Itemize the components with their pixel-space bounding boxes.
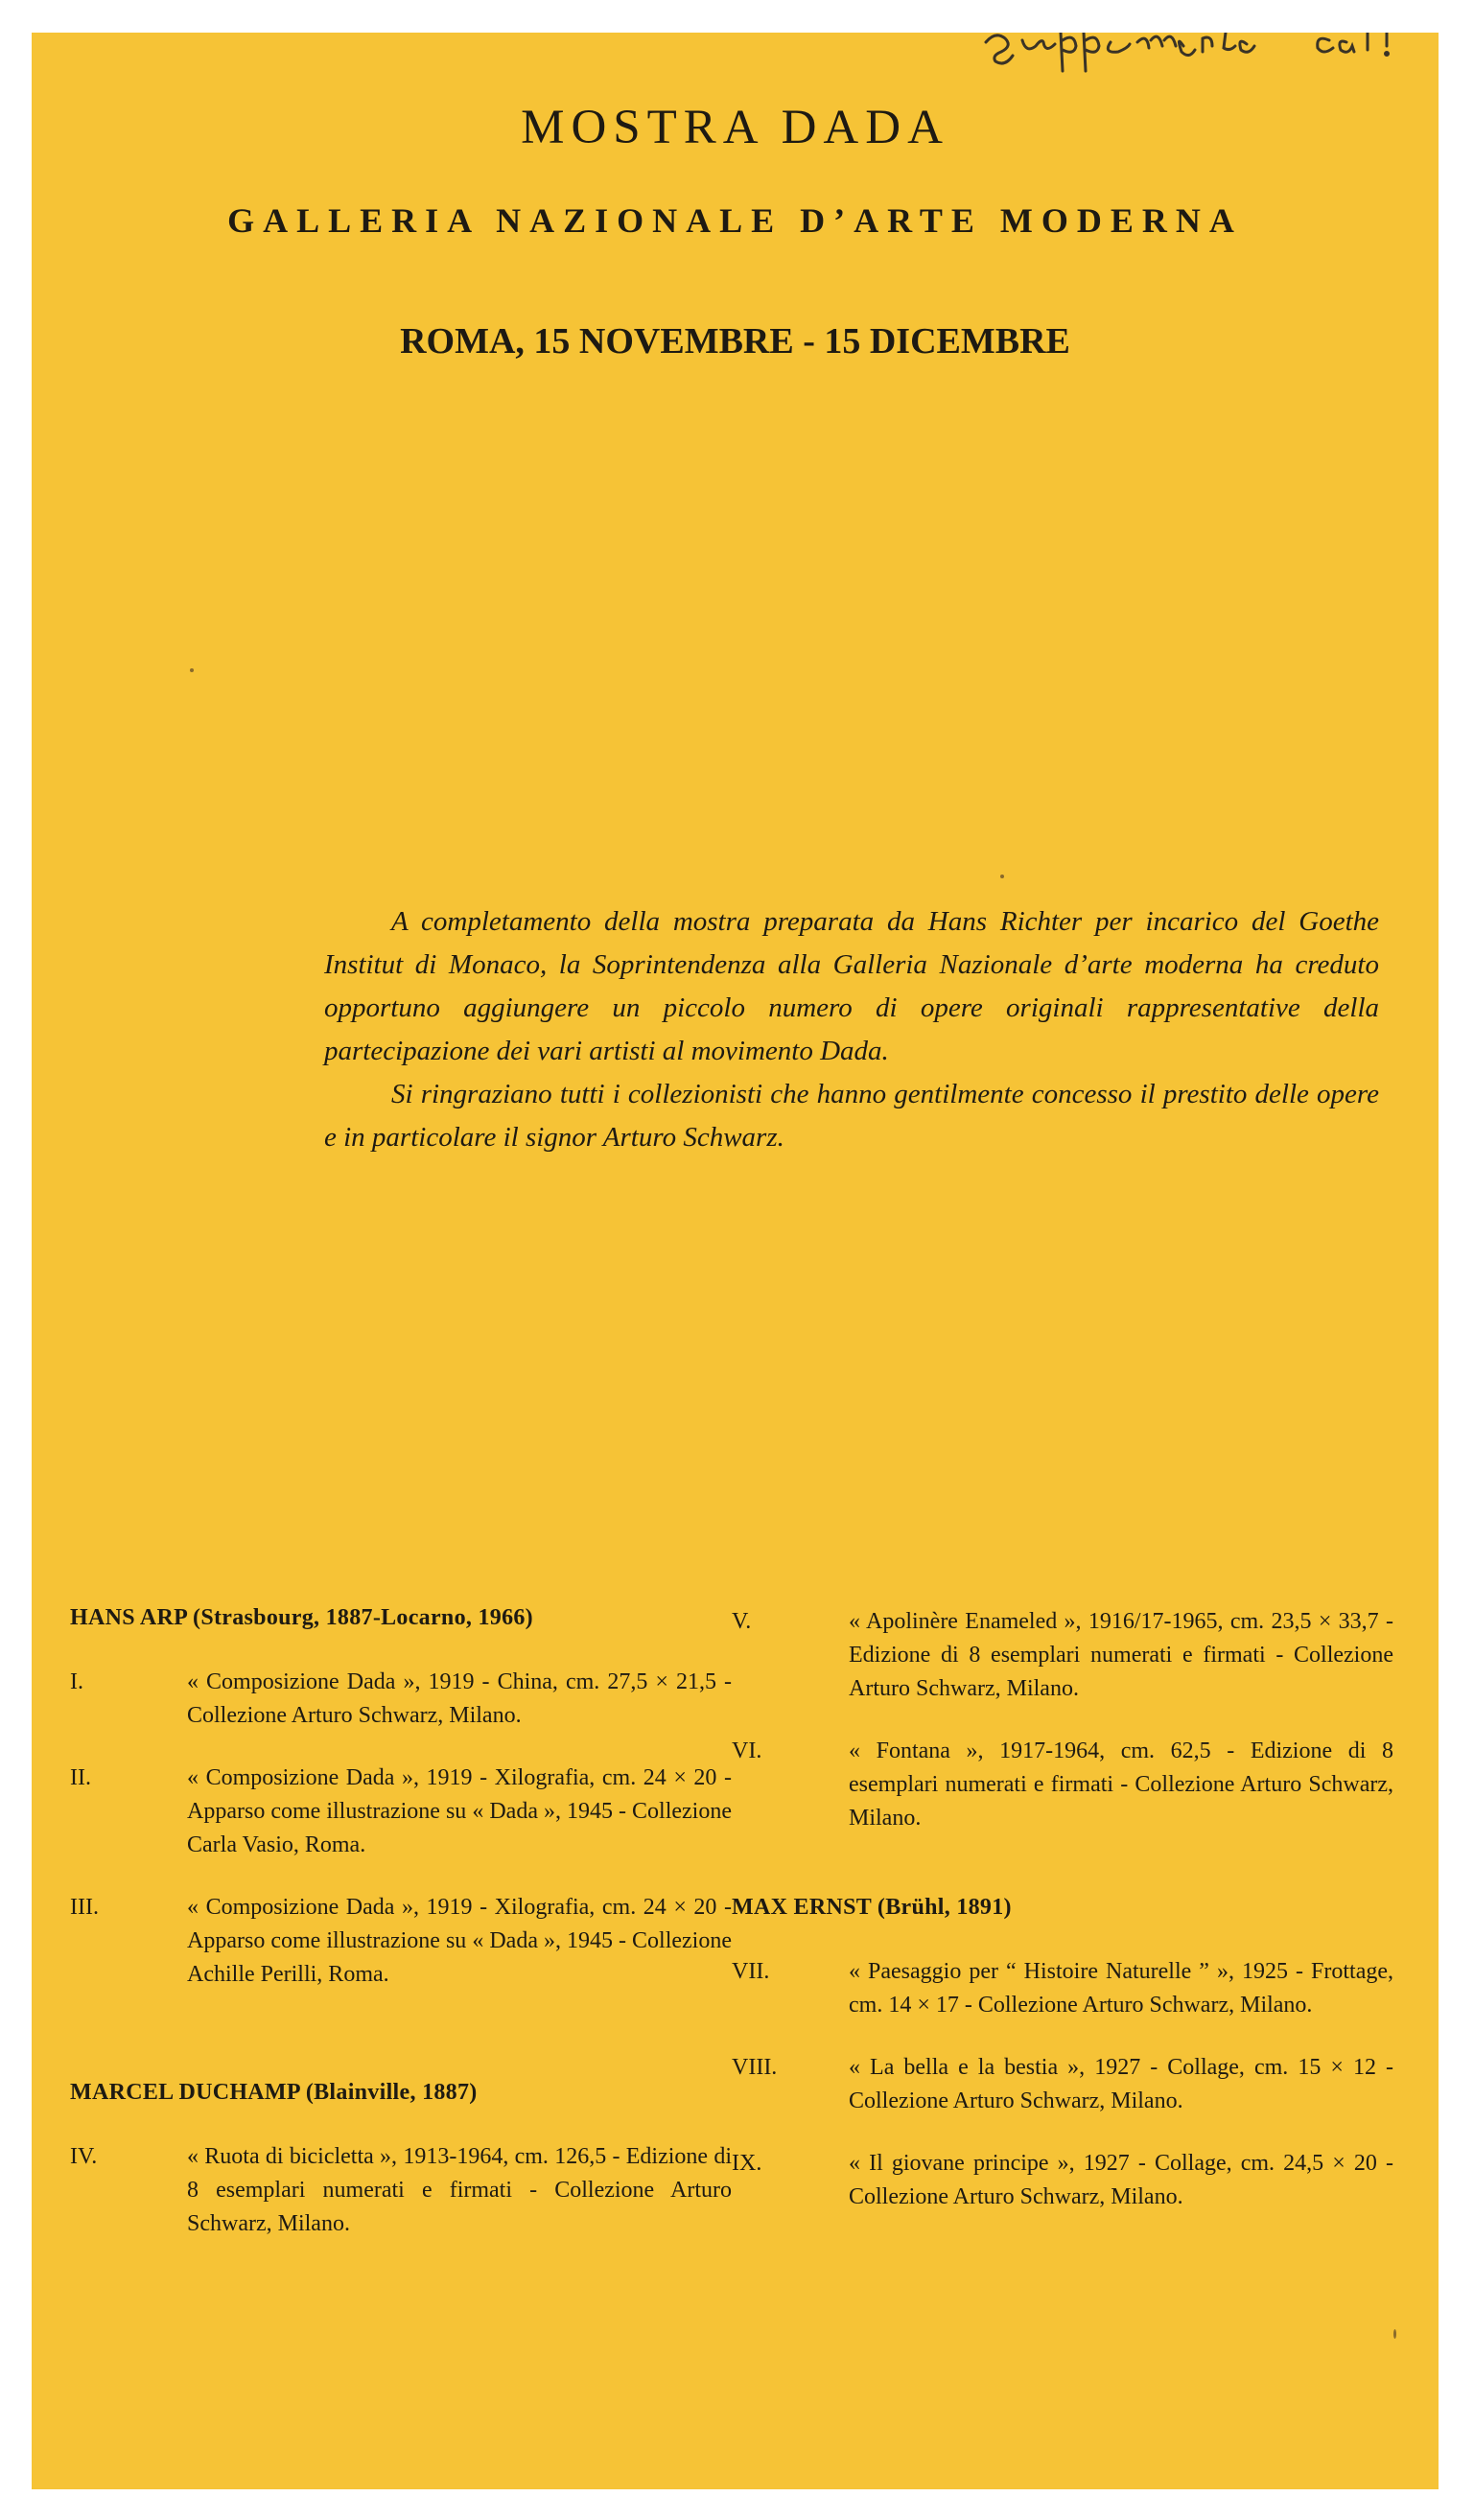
entry-text: « Composizione Dada », 1919 - Xilografia, cm. 24 × 20 - Apparso come illustrazione su « Dada », 1945 - Collezione Achille Perilli, Roma. <box>187 1895 732 1987</box>
catalog-entry <box>70 2140 732 2241</box>
artist-heading: MAX ERNST (Brühl, 1891) <box>732 1895 1012 1920</box>
gallery-name: GALLERIA NAZIONALE D’ARTE MODERNA <box>227 201 1243 240</box>
catalog-entry <box>70 1666 732 1733</box>
entry-text: « Paesaggio per “ Histoire Naturelle ” », 1925 - Frottage, cm. 14 × 17 - Collezione Arturo Schwarz, Milano. <box>849 1959 1393 2018</box>
intro-text <box>324 900 1379 1159</box>
page-title: MOSTRA DADA <box>521 101 949 154</box>
entry-number: III. <box>70 1895 99 1920</box>
paper-speck <box>1000 875 1004 878</box>
intro-paragraph: A completamento della mostra preparata da Hans Richter per incarico del Goethe Institut di Monaco, la Soprintendenza alla Galleria Nazionale d’arte moderna ha creduto opportuno aggiungere un piccolo numero di opere originali rappresentative della partecipazione dei vari artisti al movimento Dada. <box>324 906 1379 1066</box>
entry-text: « Apolinère Enameled », 1916/17-1965, cm. 23,5 × 33,7 - Edizione di 8 esemplari numerati e firmati - Collezione Arturo Schwarz, Milano. <box>849 1609 1393 1701</box>
catalog-entry <box>732 2051 1393 2118</box>
artist-heading: MARCEL DUCHAMP (Blainville, 1887) <box>70 2080 478 2105</box>
entry-number: IX. <box>732 2151 762 2176</box>
entry-number: VIII. <box>732 2055 778 2080</box>
catalog-entry <box>70 1891 732 1992</box>
entry-number: II. <box>70 1765 91 1790</box>
entry-number: VII. <box>732 1959 770 1984</box>
catalog-entry <box>732 2147 1393 2214</box>
entry-number: I. <box>70 1669 83 1694</box>
paper-speck <box>190 668 194 672</box>
entry-text: « Ruota di bicicletta », 1913-1964, cm. 126,5 - Edizione di 8 esemplari numerati e firmati - Collezione Arturo Schwarz, Milano. <box>187 2144 732 2236</box>
catalog-entry <box>732 1955 1393 2022</box>
entry-number: VI. <box>732 1738 762 1763</box>
entry-number: V. <box>732 1609 752 1634</box>
entry-text: « Fontana », 1917-1964, cm. 62,5 - Edizione di 8 esemplari numerati e firmati - Collezione Arturo Schwarz, Milano. <box>849 1738 1393 1831</box>
catalog-entry <box>732 1735 1393 1835</box>
catalog-column-right <box>732 1605 1393 2214</box>
entry-text: « La bella e la bestia », 1927 - Collage, cm. 15 × 12 - Collezione Arturo Schwarz, Milano. <box>849 2055 1393 2113</box>
catalog-column-left <box>70 1605 732 2241</box>
entry-number: IV. <box>70 2144 98 2169</box>
paper-speck <box>1393 2329 1396 2339</box>
catalog-entry <box>732 1605 1393 1706</box>
handwritten-text: supplements cat. <box>976 33 983 34</box>
exhibition-dates: ROMA, 15 NOVEMBRE - 15 DICEMBRE <box>400 321 1070 362</box>
catalog-entry <box>70 1762 732 1862</box>
catalog-sheet <box>32 33 1439 2489</box>
artist-heading: HANS ARP (Strasbourg, 1887-Locarno, 1966) <box>70 1605 533 1630</box>
entry-text: « Composizione Dada », 1919 - China, cm. 27,5 × 21,5 - Collezione Arturo Schwarz, Milano. <box>187 1669 732 1728</box>
entry-text: « Composizione Dada », 1919 - Xilografia, cm. 24 × 20 - Apparso come illustrazione su « Dada », 1945 - Collezione Carla Vasio, Roma. <box>187 1765 732 1857</box>
intro-paragraph: Si ringraziano tutti i collezionisti che hanno gentilmente concesso il prestito delle opere e in particolare il signor Arturo Schwarz. <box>324 1079 1379 1153</box>
entry-text: « Il giovane principe », 1927 - Collage, cm. 24,5 × 20 - Collezione Arturo Schwarz, Milano. <box>849 2151 1393 2209</box>
